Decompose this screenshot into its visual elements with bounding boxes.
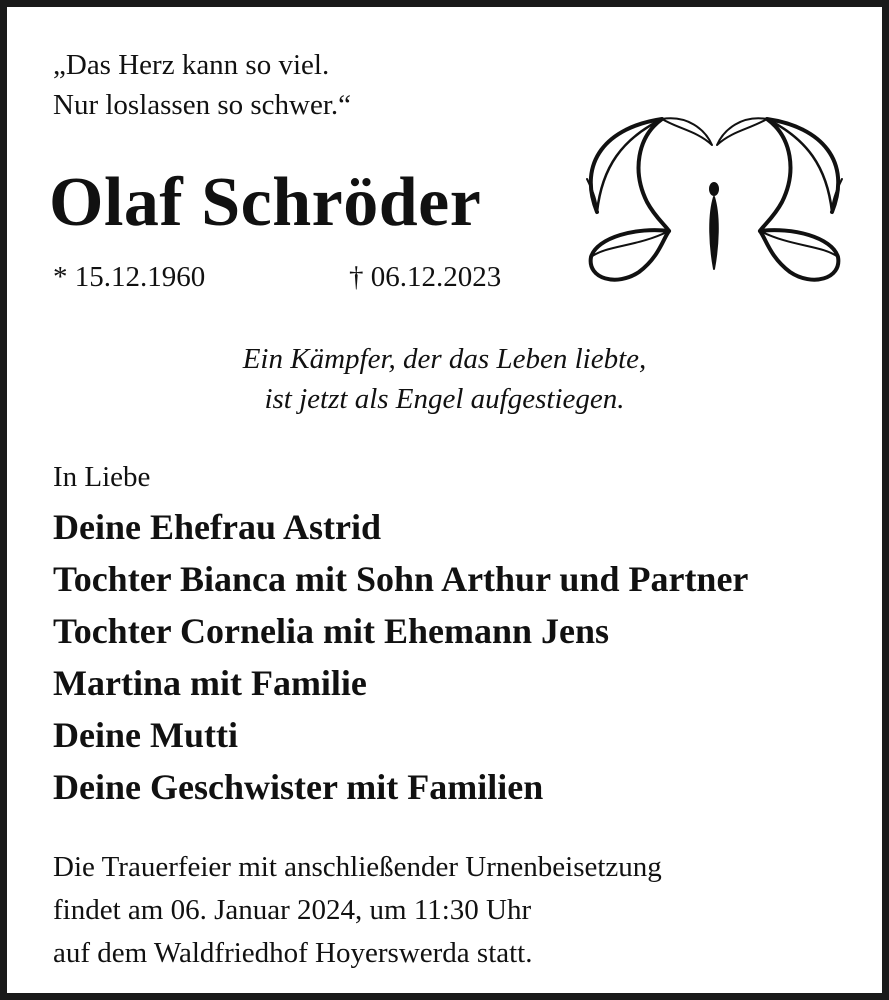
mourners-intro: In Liebe xyxy=(53,461,151,493)
birth-date: * 15.12.1960 xyxy=(53,261,206,293)
ceremony-line-2: findet am 06. Januar 2024, um 11:30 Uhr xyxy=(53,894,532,926)
mourner-name: Deine Ehefrau Astrid xyxy=(53,507,381,547)
motto-line-2: ist jetzt als Engel aufgestiegen. xyxy=(264,383,625,415)
ceremony-line-3: auf dem Waldfriedhof Hoyerswerda statt. xyxy=(53,937,533,969)
mourner-name: Tochter Cornelia mit Ehemann Jens xyxy=(53,611,610,651)
quote-line-2: Nur loslassen so schwer.“ xyxy=(53,89,352,121)
quote-line-1: „Das Herz kann so viel. xyxy=(53,49,330,81)
mourner-name: Tochter Bianca mit Sohn Arthur und Partner xyxy=(53,559,749,599)
death-date: † 06.12.2023 xyxy=(349,261,502,293)
butterfly-icon xyxy=(577,107,852,297)
motto-line-1: Ein Kämpfer, der das Leben liebte, xyxy=(242,343,647,375)
mourner-name: Deine Mutti xyxy=(53,715,238,755)
ceremony-line-1: Die Trauerfeier mit anschließender Urnenbeisetzung xyxy=(53,851,662,883)
deceased-name: Olaf Schröder xyxy=(49,164,482,241)
mourner-name: Martina mit Familie xyxy=(53,663,367,703)
mourner-name: Deine Geschwister mit Familien xyxy=(53,767,544,807)
